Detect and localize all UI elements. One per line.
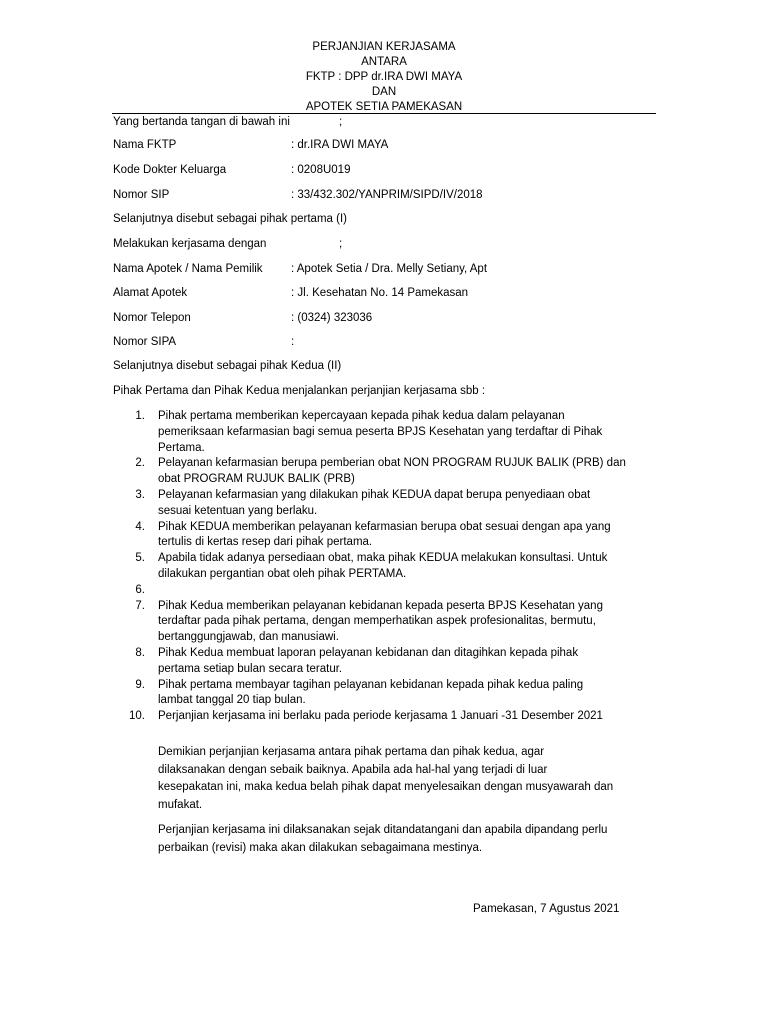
field-label-nomor-sip: Nomor SIP <box>113 189 170 201</box>
closing-paragraph-2 <box>158 822 663 857</box>
field-value-sipa: : <box>291 336 295 348</box>
list-number: 3. <box>135 488 145 501</box>
list-item <box>113 409 673 456</box>
list-text: Apabila tidak adanya persediaan obat, maka pihak KEDUA melakukan konsultasi. Untuk <box>158 552 608 565</box>
list-number: 7. <box>135 599 145 612</box>
list-text <box>158 583 658 599</box>
list-text: lambat tanggal 20 tiap bulan. <box>158 694 306 707</box>
intro-text: Yang bertanda tangan di bawah ini <box>113 116 290 128</box>
list-text: Pihak pertama memberikan kepercayaan kepada pihak kedua dalam pelayanan <box>158 410 565 422</box>
list-number: 8. <box>135 646 145 659</box>
signature-place-date: Pamekasan, 7 Agustus 2021 <box>473 903 620 915</box>
list-text: Pihak KEDUA memberikan pelayanan kefarmasian berupa obat sesuai dengan apa yang <box>158 520 611 533</box>
intro-semicolon: ; <box>339 116 343 128</box>
list-text: tertulis di kertas resep dari pihak pertama. <box>158 536 373 549</box>
list-item <box>113 646 673 678</box>
list-text: sesuai ketentuan yang berlaku. <box>158 504 318 517</box>
closing-paragraph-1 <box>158 744 663 814</box>
title-line-1: PERJANJIAN KERJASAMA <box>312 41 456 53</box>
list-text: Perjanjian kerjasama ini berlaku pada periode kerjasama 1 Januari -31 Desember 2021 <box>158 710 603 723</box>
list-item <box>113 583 673 599</box>
kerjasama-text: Melakukan kerjasama dengan <box>113 238 267 250</box>
kerjasama-semicolon: ; <box>339 238 343 250</box>
list-text: Pelayanan kefarmasian berupa pemberian obat NON PROGRAM RUJUK BALIK (PRB) dan <box>158 457 626 470</box>
field-value-nama-apotek: : Apotek Setia / Dra. Melly Setiany, Apt <box>291 263 488 275</box>
document-title <box>0 40 768 115</box>
list-number: 6. <box>135 583 145 596</box>
paragraph-line: Perjanjian kerjasama ini dilaksanakan sejak ditandatangani dan apabila dipandang perlu <box>158 824 608 836</box>
list-lead-text: Pihak Pertama dan Pihak Kedua menjalankan perjanjian kerjasama sbb : <box>113 385 486 397</box>
list-text: bertanggungjawab, dan manusiawi. <box>158 631 339 644</box>
list-item <box>113 456 673 488</box>
pihak-pertama-text: Selanjutnya disebut sebagai pihak pertama (I) <box>113 213 347 225</box>
list-text: Pihak Kedua memberikan pelayanan kebidanan kepada peserta BPJS Kesehatan yang <box>158 599 603 612</box>
title-line-5: APOTEK SETIA PAMEKASAN <box>305 101 463 113</box>
list-text: obat PROGRAM RUJUK BALIK (PRB) <box>158 473 355 486</box>
list-item <box>113 678 673 710</box>
paragraph-line: perbaikan (revisi) maka akan dilakukan sebagaimana mestinya. <box>158 841 483 854</box>
field-label-nama-fktp: Nama FKTP <box>113 139 177 151</box>
title-line-4: DAN <box>371 86 397 98</box>
list-item <box>113 488 673 520</box>
field-value-kode-dokter: : 0208U019 <box>291 164 351 176</box>
field-value-alamat: : Jl. Kesehatan No. 14 Pamekasan <box>291 287 469 299</box>
pihak-kedua-text: Selanjutnya disebut sebagai pihak Kedua (II) <box>113 360 342 372</box>
field-label-sipa: Nomor SIPA <box>113 336 177 348</box>
paragraph-line: dilaksanakan dengan sebaik baiknya. Apabila ada hal-hal yang terjadi di luar <box>158 763 548 776</box>
field-label-nama-apotek: Nama Apotek / Nama Pemilik <box>113 263 263 275</box>
list-number: 1. <box>135 410 145 422</box>
list-number: 2. <box>135 457 145 470</box>
list-text: dilakukan pergantian obat oleh pihak PERTAMA. <box>158 567 407 580</box>
agreement-list <box>113 409 673 725</box>
list-number: 9. <box>135 678 145 691</box>
title-divider <box>112 113 656 114</box>
field-label-telepon: Nomor Telepon <box>113 312 191 324</box>
list-text: terdaftar pada pihak pertama, dengan memperhatikan aspek profesionalitas, bermutu, <box>158 615 596 628</box>
list-item <box>113 520 673 552</box>
list-text: Pihak pertama membayar tagihan pelayanan kebidanan kepada pihak kedua paling <box>158 678 584 691</box>
field-value-telepon: : (0324) 323036 <box>291 312 373 324</box>
list-text: pemeriksaan kefarmasian bagi semua peserta BPJS Kesehatan yang terdaftar di Pihak <box>158 425 603 438</box>
list-item <box>113 599 673 646</box>
list-text: Pelayanan kefarmasian yang dilakukan pihak KEDUA dapat berupa penyediaan obat <box>158 488 591 501</box>
list-text: Pertama. <box>158 441 205 454</box>
list-number: 10. <box>129 710 145 723</box>
list-item <box>113 709 673 725</box>
list-number: 4. <box>135 520 145 533</box>
paragraph-line: mufakat. <box>158 798 203 811</box>
field-label-alamat: Alamat Apotek <box>113 287 188 299</box>
field-label-kode-dokter: Kode Dokter Keluarga <box>113 164 227 176</box>
list-text: Pihak Kedua membuat laporan pelayanan kebidanan dan ditagihkan kepada pihak <box>158 646 579 659</box>
title-line-3: FKTP : DPP dr.IRA DWI MAYA <box>305 71 463 83</box>
paragraph-line: Demikian perjanjian kerjasama antara pihak pertama dan pihak kedua, agar <box>158 746 545 758</box>
title-line-2: ANTARA <box>361 56 407 68</box>
list-number: 5. <box>135 552 145 565</box>
paragraph-line: kesepakatan ini, maka kedua belah pihak dapat menyelesaikan dengan musyawarah dan <box>158 781 614 793</box>
list-item <box>113 551 673 583</box>
list-text: pertama setiap bulan secara teratur. <box>158 662 343 675</box>
field-value-nama-fktp: : dr.IRA DWI MAYA <box>291 139 389 151</box>
field-value-nomor-sip: : 33/432.302/YANPRIM/SIPD/IV/2018 <box>291 189 483 201</box>
